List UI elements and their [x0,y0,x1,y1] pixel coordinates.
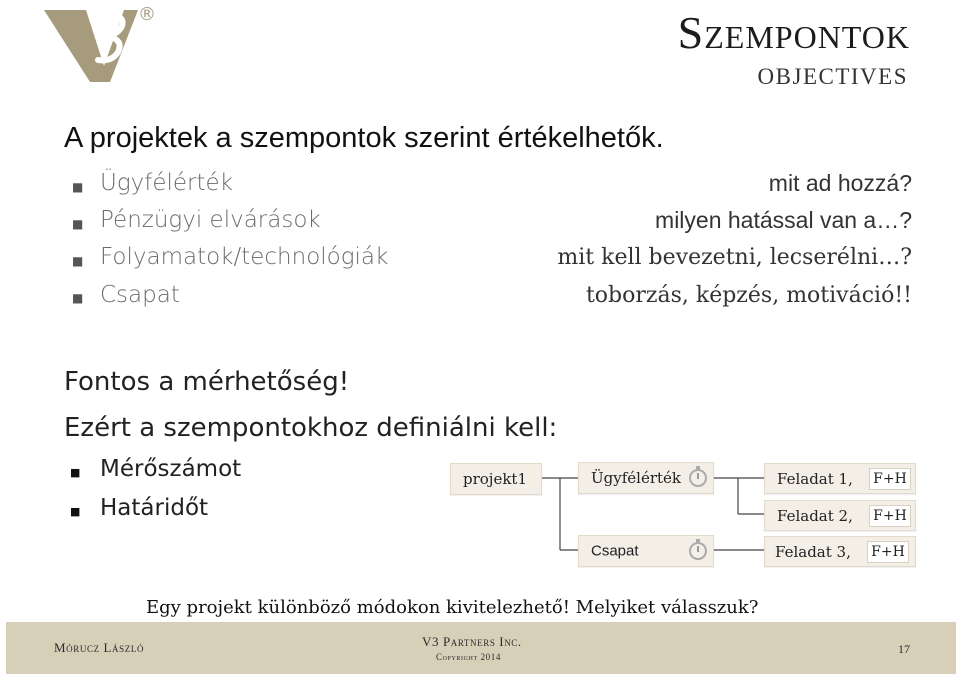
criteria-question: mit kell bevezetni, lecserélni…? [557,245,912,270]
criterion-label: Ügyfélérték [591,469,681,487]
task-box [764,536,916,567]
square-bullet-icon: ■ [70,466,81,479]
task-tag: F+H [869,505,911,527]
task-label: Feladat 2, [777,506,853,525]
define-heading: Ezért a szempontokhoz definiálni kell: [64,413,558,443]
intro-text: A projektek a szempontok szerint értékelhetők. [64,122,664,154]
registered-mark: ® [138,4,156,25]
task-box [764,463,916,494]
criterion-box [578,535,714,567]
criteria-question: toborzás, képzés, motiváció!! [585,283,912,308]
criteria-label: Ügyfélérték [100,170,233,196]
stopwatch-icon [689,469,707,487]
square-bullet-icon: ■ [70,505,81,518]
page-title: Szempontok [677,7,910,58]
criteria-label: Pénzügyi elvárások [100,207,321,233]
square-bullet-icon: ■ [72,291,84,305]
task-tag: F+H [869,468,911,490]
footer-copyright: Copyright 2014 [436,652,501,662]
square-bullet-icon: ■ [72,217,84,231]
task-label: Feladat 3, [775,542,851,561]
stopwatch-icon [689,542,707,560]
criterion-label: Csapat [591,542,639,560]
project-box [450,463,542,495]
task-tag: F+H [867,541,909,563]
footer-company: V3 Partners Inc. [422,634,522,649]
define-item: Határidőt [100,495,209,521]
criterion-box [578,462,714,494]
criteria-label: Csapat [100,282,180,308]
criteria-question: mit ad hozzá? [768,170,912,196]
footer-bar [6,622,956,674]
square-bullet-icon: ■ [72,254,84,268]
page-subtitle: OBJECTIVES [757,64,908,89]
square-bullet-icon: ■ [72,180,84,194]
question-text: Egy projekt különböző módokon kivitelezhető! Melyiket válasszuk? [146,597,759,618]
task-box [764,500,916,531]
define-item: Mérőszámot [100,456,242,482]
page-number: 17 [898,642,910,656]
criteria-question: milyen hatással van a…? [655,207,912,233]
task-label: Feladat 1, [777,469,853,488]
footer-author: Mórucz László [54,640,145,655]
measurable-heading: Fontos a mérhetőség! [64,367,350,397]
criteria-label: Folyamatok/technológiák [100,244,389,270]
project-label: projekt1 [463,470,527,488]
